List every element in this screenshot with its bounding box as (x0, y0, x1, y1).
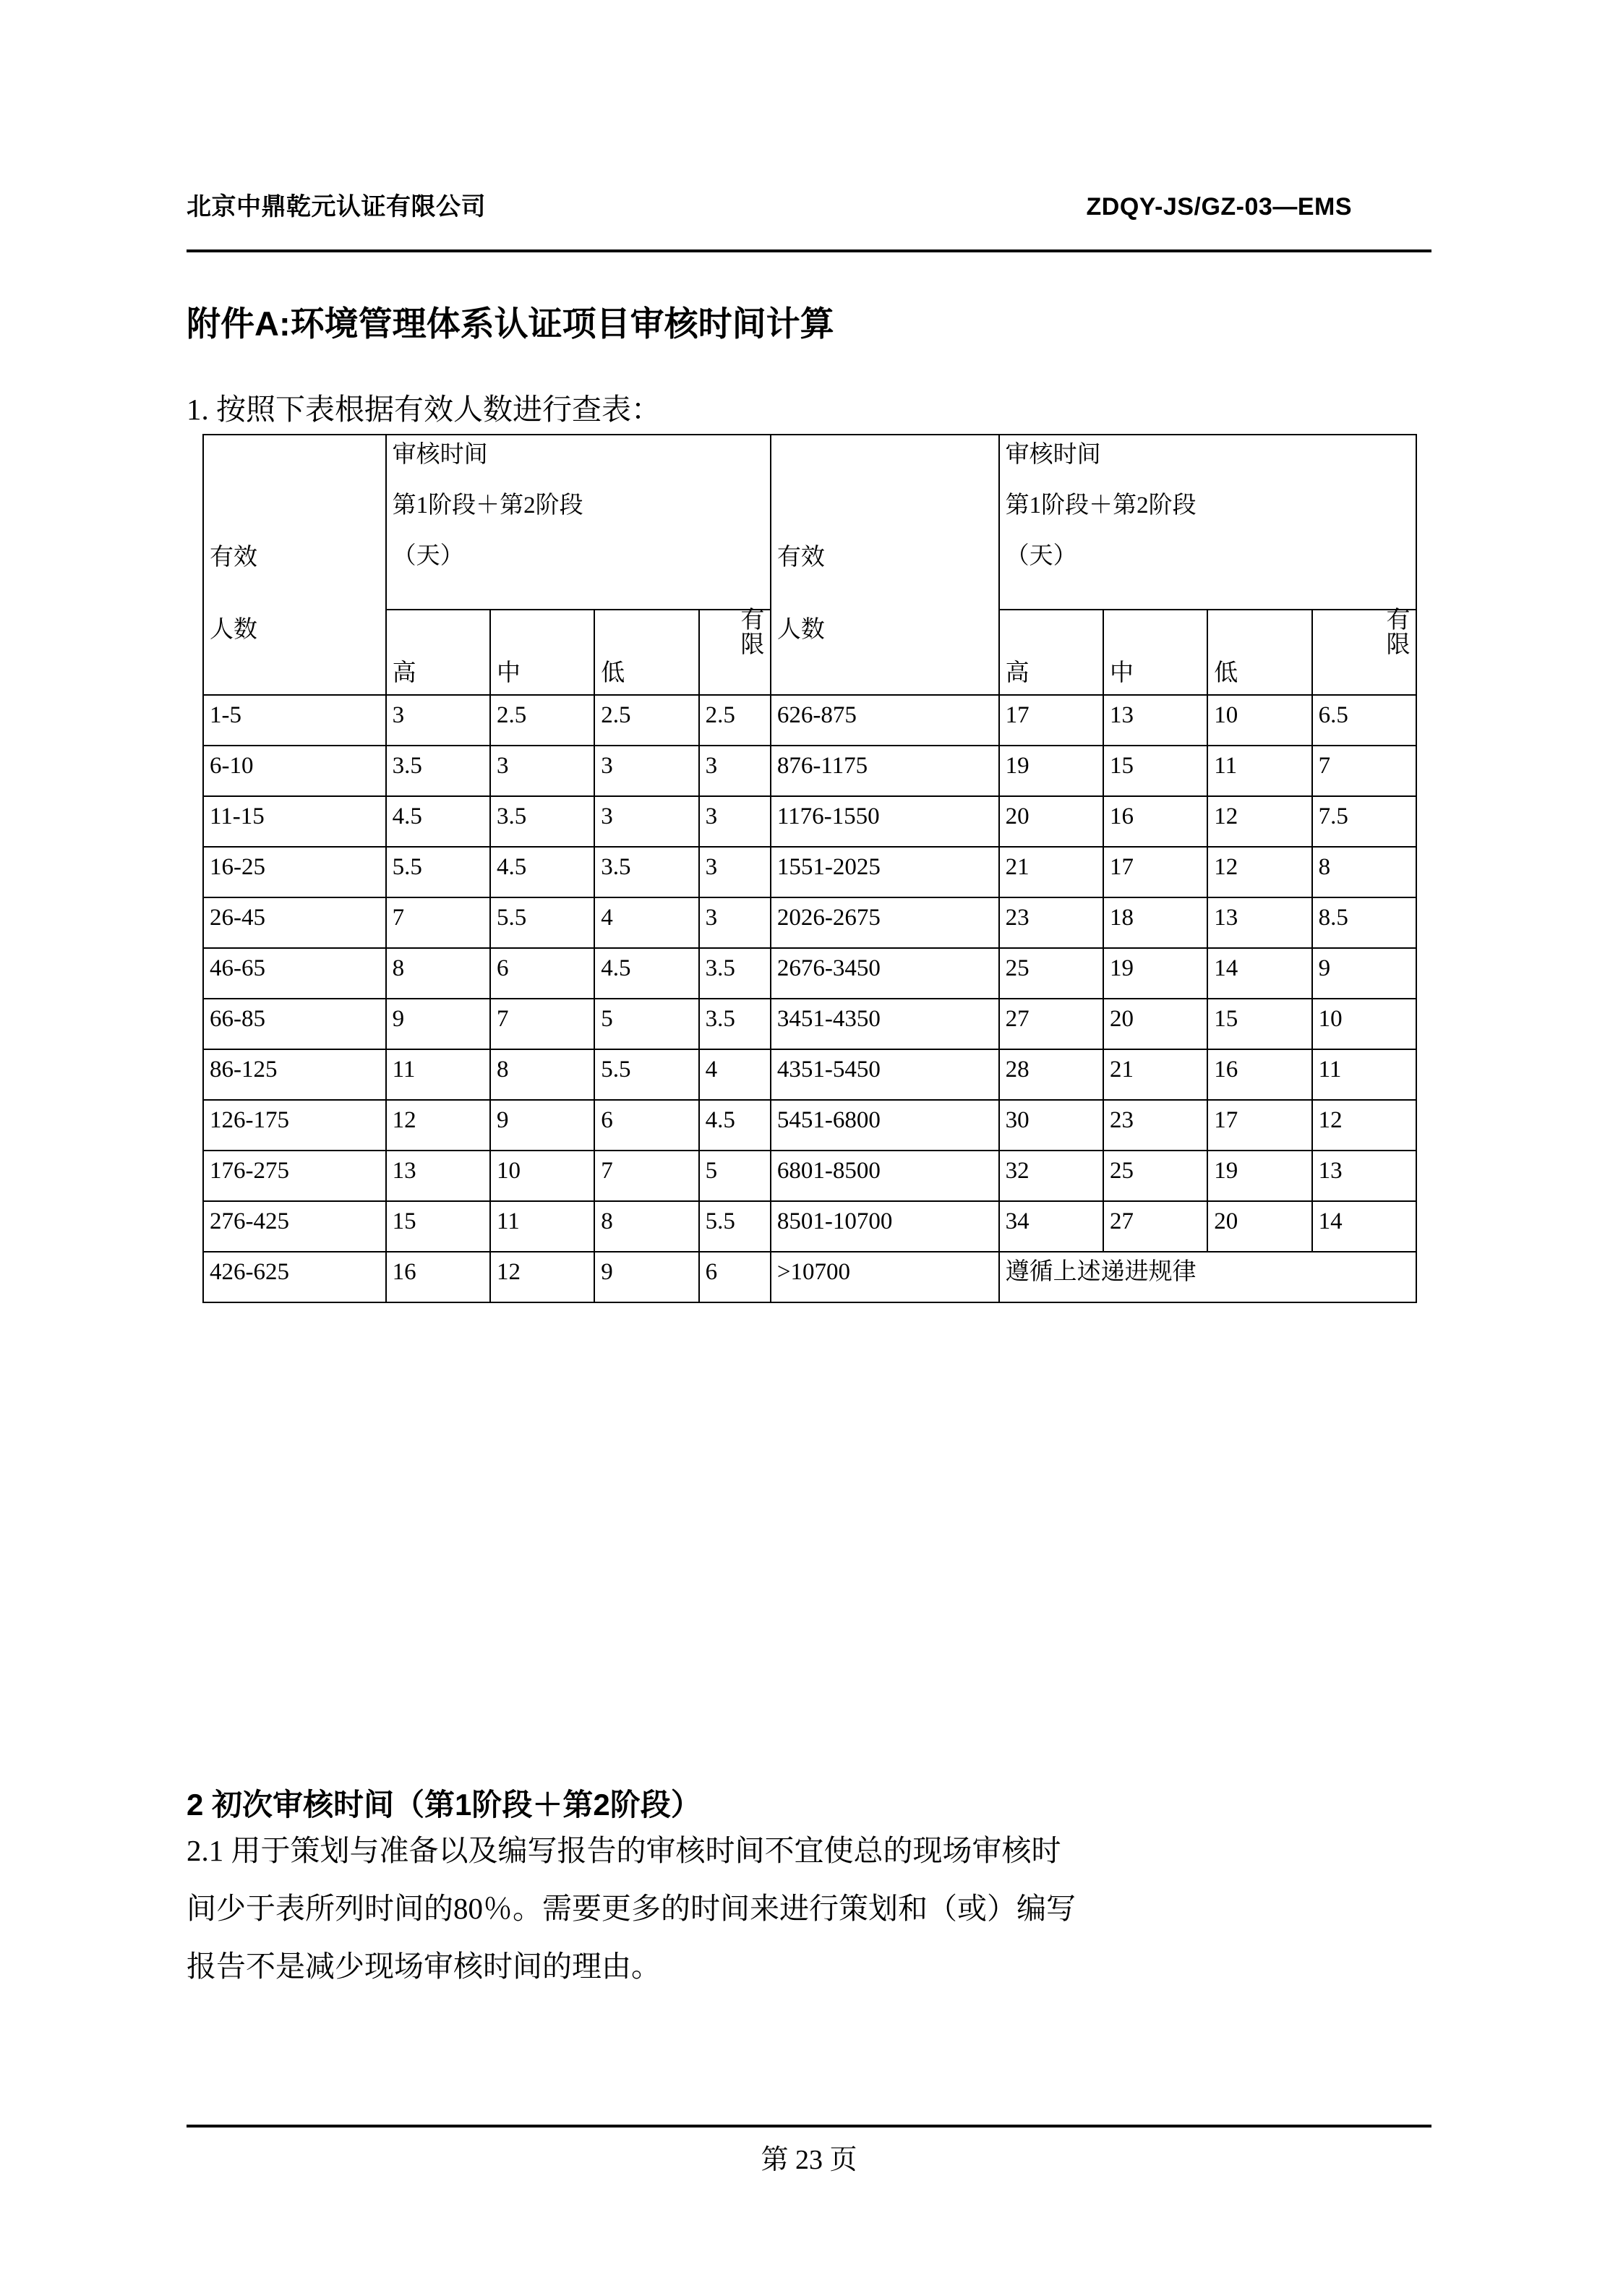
cell-low-right: 16 (1207, 1049, 1311, 1100)
cell-range-right: 626-875 (771, 695, 999, 746)
cell-range-left: 276-425 (203, 1201, 386, 1252)
cell-range-left: 86-125 (203, 1049, 386, 1100)
table-row (203, 1252, 1416, 1302)
cell-range-left: 16-25 (203, 847, 386, 897)
cell-range-right: 1176-1550 (771, 796, 999, 847)
header-high-left: 高 (386, 610, 490, 695)
cell-low-right: 10 (1207, 695, 1311, 746)
paragraph-line: 2.1 用于策划与准备以及编写报告的审核时间不宜使总的现场审核时 (187, 1834, 1061, 1867)
cell-limited-right: 12 (1312, 1100, 1416, 1151)
cell-limited-left: 4 (699, 1049, 771, 1100)
cell-range-right: 5451-6800 (771, 1100, 999, 1151)
cell-limited-right: 7.5 (1312, 796, 1416, 847)
cell-low-left: 3.5 (594, 847, 698, 897)
cell-medium-left: 8 (490, 1049, 594, 1100)
cell-limited-right: 8.5 (1312, 897, 1416, 948)
cell-high-left: 15 (386, 1201, 490, 1252)
cell-high-right: 27 (999, 999, 1103, 1049)
header-low-left: 低 (594, 610, 698, 695)
cell-low-left: 8 (594, 1201, 698, 1252)
header-audit-time-left (386, 435, 771, 610)
cell-high-right: 20 (999, 796, 1103, 847)
cell-low-right: 12 (1207, 796, 1311, 847)
table-row (203, 1201, 1416, 1252)
cell-high-left: 9 (386, 999, 490, 1049)
cell-medium-left: 12 (490, 1252, 594, 1302)
paragraph-line: 间少于表所列时间的80％。需要更多的时间来进行策划和（或）编写 (187, 1891, 1076, 1925)
header-medium-left: 中 (490, 610, 594, 695)
cell-limited-left: 2.5 (699, 695, 771, 746)
cell-high-right: 17 (999, 695, 1103, 746)
cell-limited-left: 5.5 (699, 1201, 771, 1252)
table-row (203, 796, 1416, 847)
cell-low-right: 14 (1207, 948, 1311, 999)
header-effective-persons-left (203, 435, 386, 695)
cell-limited-right: 11 (1312, 1049, 1416, 1100)
table-row (203, 897, 1416, 948)
cell-range-left: 6-10 (203, 746, 386, 796)
cell-limited-right: 7 (1312, 746, 1416, 796)
header-audit-time-line3-right: （天） (1005, 542, 1077, 569)
table-row (203, 999, 1416, 1049)
table-header-row-primary (203, 435, 1416, 610)
cell-low-right: 13 (1207, 897, 1311, 948)
table-row (203, 1151, 1416, 1201)
header-effective-line1-right: 有效 (776, 545, 825, 571)
cell-high-right: 34 (999, 1201, 1103, 1252)
header-effective-persons-right (771, 435, 999, 695)
header-audit-time-line2-left: 第1阶段＋第2阶段 (392, 492, 583, 518)
header-limited-left: 有限 (699, 610, 771, 695)
cell-limited-left: 3 (699, 847, 771, 897)
cell-medium-left: 6 (490, 948, 594, 999)
cell-limited-right: 9 (1312, 948, 1416, 999)
footer-page-number: 第 23 页 (761, 2145, 857, 2175)
table-row (203, 1100, 1416, 1151)
header-audit-time-line1-left: 审核时间 (392, 442, 488, 468)
cell-medium-right: 27 (1103, 1201, 1207, 1252)
cell-high-left: 5.5 (386, 847, 490, 897)
cell-high-left: 12 (386, 1100, 490, 1151)
header-audit-time-line2-right: 第1阶段＋第2阶段 (1005, 492, 1197, 518)
cell-high-right: 21 (999, 847, 1103, 897)
cell-high-left: 16 (386, 1252, 490, 1302)
header-medium-right: 中 (1103, 610, 1207, 695)
cell-high-left: 3 (386, 695, 490, 746)
cell-low-left: 3 (594, 796, 698, 847)
page-title: 附件A:环境管理体系认证项目审核时间计算 (187, 304, 834, 343)
cell-low-right: 19 (1207, 1151, 1311, 1201)
cell-medium-right: 13 (1103, 695, 1207, 746)
cell-medium-left: 7 (490, 999, 594, 1049)
cell-limited-left: 3 (699, 796, 771, 847)
cell-medium-right: 25 (1103, 1151, 1207, 1201)
section-2-1-paragraph (187, 1822, 1444, 1996)
cell-medium-left: 3.5 (490, 796, 594, 847)
cell-range-left: 46-65 (203, 948, 386, 999)
cell-medium-right: 21 (1103, 1049, 1207, 1100)
cell-low-right: 11 (1207, 746, 1311, 796)
cell-low-left: 2.5 (594, 695, 698, 746)
cell-limited-right: 10 (1312, 999, 1416, 1049)
cell-high-left: 13 (386, 1151, 490, 1201)
header-audit-time-line3-left: （天） (392, 542, 464, 569)
cell-high-left: 8 (386, 948, 490, 999)
cell-low-left: 4 (594, 897, 698, 948)
cell-low-left: 9 (594, 1252, 698, 1302)
cell-range-right: 876-1175 (771, 746, 999, 796)
audit-time-table-wrapper (202, 434, 1417, 1303)
cell-low-left: 7 (594, 1151, 698, 1201)
cell-range-right: 4351-5450 (771, 1049, 999, 1100)
cell-range-left: 26-45 (203, 897, 386, 948)
cell-low-right: 20 (1207, 1201, 1311, 1252)
cell-high-left: 7 (386, 897, 490, 948)
cell-low-right: 17 (1207, 1100, 1311, 1151)
cell-medium-right: 23 (1103, 1100, 1207, 1151)
cell-low-left: 6 (594, 1100, 698, 1151)
header-effective-line2-left: 人数 (210, 616, 257, 643)
cell-medium-left: 2.5 (490, 695, 594, 746)
header-audit-time-line1-right: 审核时间 (1005, 442, 1101, 468)
cell-medium-right: 15 (1103, 746, 1207, 796)
cell-range-right: 2676-3450 (771, 948, 999, 999)
cell-range-left: 126-175 (203, 1100, 386, 1151)
header-high-right: 高 (999, 610, 1103, 695)
header-company-name: 北京中鼎乾元认证有限公司 (187, 193, 486, 221)
cell-progression-note-right: 遵循上述递进规律 (999, 1252, 1416, 1302)
cell-medium-right: 19 (1103, 948, 1207, 999)
cell-medium-left: 11 (490, 1201, 594, 1252)
cell-limited-left: 5 (699, 1151, 771, 1201)
cell-limited-right: 14 (1312, 1201, 1416, 1252)
cell-range-right: 6801-8500 (771, 1151, 999, 1201)
cell-high-left: 11 (386, 1049, 490, 1100)
paragraph-line: 报告不是减少现场审核时间的理由。 (187, 1949, 661, 1983)
cell-limited-right: 13 (1312, 1151, 1416, 1201)
section-2-heading: 2 初次审核时间（第1阶段＋第2阶段） (187, 1787, 701, 1822)
cell-range-left: 176-275 (203, 1151, 386, 1201)
cell-range-left: 426-625 (203, 1252, 386, 1302)
audit-time-lookup-table (202, 434, 1417, 1303)
cell-medium-left: 5.5 (490, 897, 594, 948)
cell-high-right: 19 (999, 746, 1103, 796)
table-row (203, 1049, 1416, 1100)
cell-high-right: 25 (999, 948, 1103, 999)
cell-high-right: 30 (999, 1100, 1103, 1151)
footer-divider-rule (187, 2125, 1431, 2128)
cell-limited-left: 3.5 (699, 999, 771, 1049)
running-header (187, 187, 1431, 222)
cell-medium-right: 18 (1103, 897, 1207, 948)
cell-medium-right: 17 (1103, 847, 1207, 897)
table-row (203, 847, 1416, 897)
header-document-code: ZDQY-JS/GZ-03—EMS (1086, 193, 1352, 221)
table-row (203, 948, 1416, 999)
cell-limited-left: 3.5 (699, 948, 771, 999)
cell-range-left: 1-5 (203, 695, 386, 746)
cell-range-left: 11-15 (203, 796, 386, 847)
table-row (203, 695, 1416, 746)
cell-limited-right: 8 (1312, 847, 1416, 897)
cell-limited-left: 3 (699, 746, 771, 796)
cell-medium-left: 3 (490, 746, 594, 796)
header-limited-right: 有限 (1312, 610, 1416, 695)
cell-limited-left: 4.5 (699, 1100, 771, 1151)
cell-limited-right: 6.5 (1312, 695, 1416, 746)
cell-low-right: 12 (1207, 847, 1311, 897)
cell-range-right: >10700 (771, 1252, 999, 1302)
cell-high-left: 3.5 (386, 746, 490, 796)
header-divider-rule (187, 249, 1431, 252)
cell-low-left: 5.5 (594, 1049, 698, 1100)
cell-low-left: 5 (594, 999, 698, 1049)
cell-high-left: 4.5 (386, 796, 490, 847)
header-effective-line2-right: 人数 (776, 616, 825, 643)
cell-medium-right: 16 (1103, 796, 1207, 847)
cell-range-right: 8501-10700 (771, 1201, 999, 1252)
cell-high-right: 28 (999, 1049, 1103, 1100)
cell-high-right: 23 (999, 897, 1103, 948)
cell-low-left: 4.5 (594, 948, 698, 999)
cell-low-right: 15 (1207, 999, 1311, 1049)
cell-medium-right: 20 (1103, 999, 1207, 1049)
cell-range-right: 3451-4350 (771, 999, 999, 1049)
cell-low-left: 3 (594, 746, 698, 796)
cell-limited-left: 6 (699, 1252, 771, 1302)
intro-instruction: 1. 按照下表根据有效人数进行查表： (187, 393, 661, 426)
cell-medium-left: 4.5 (490, 847, 594, 897)
cell-medium-left: 10 (490, 1151, 594, 1201)
cell-limited-left: 3 (699, 897, 771, 948)
cell-range-right: 2026-2675 (771, 897, 999, 948)
cell-medium-left: 9 (490, 1100, 594, 1151)
header-effective-line1-left: 有效 (210, 545, 257, 571)
header-audit-time-right (999, 435, 1416, 610)
header-low-right: 低 (1207, 610, 1311, 695)
cell-range-left: 66-85 (203, 999, 386, 1049)
table-row (203, 746, 1416, 796)
cell-range-right: 1551-2025 (771, 847, 999, 897)
cell-high-right: 32 (999, 1151, 1103, 1201)
